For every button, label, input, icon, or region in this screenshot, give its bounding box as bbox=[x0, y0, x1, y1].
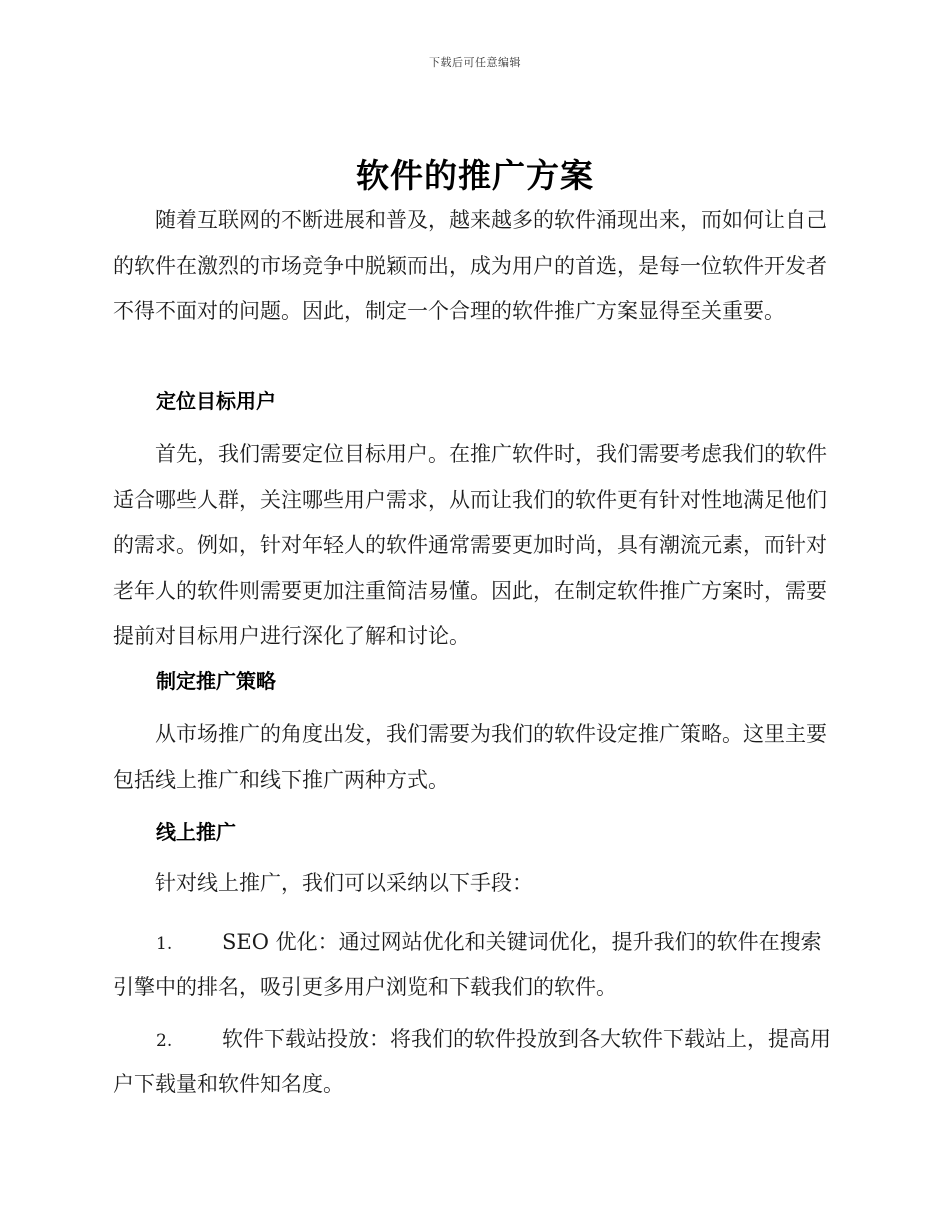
section-heading-online: 线上推广 bbox=[156, 820, 236, 844]
section-body-strategy: 从市场推广的角度出发，我们需要为我们的软件设定推广策略。这里主要包括线上推广和线下推广两种方式。 bbox=[113, 722, 827, 792]
section-body-target-users: 首先，我们需要定位目标用户。在推广软件时，我们需要考虑我们的软件适合哪些人群，关注哪些用户需求，从而让我们的软件更有针对性地满足他们的需求。例如，针对年轻人的软件通常需要更加时尚，具有潮流元素，而针对老年人的软件则需要更加注重简洁易懂。因此，在制定软件推广方案时，需要提前对目标用户进行深化了解和讨论。 bbox=[113, 442, 827, 648]
section-heading-target-users: 定位目标用户 bbox=[156, 389, 276, 413]
document-title: 软件的推广方案 bbox=[356, 156, 594, 195]
list-number: 2. bbox=[156, 1031, 173, 1051]
list-item-text: SEO 优化：通过网站优化和关键词优化，提升我们的软件在搜索引擎中的排名，吸引更多用户浏览和下载我们的软件。 bbox=[113, 930, 822, 999]
list-item-text: 软件下载站投放：将我们的软件投放到各大软件下载站上，提高用户下载量和软件知名度。 bbox=[113, 1027, 831, 1096]
intro-paragraph: 随着互联网的不断进展和普及，越来越多的软件涌现出来，而如何让自己的软件在激烈的市场竞争中脱颖而出，成为用户的首选，是每一位软件开发者不得不面对的问题。因此，制定一个合理的软件推广方案显得至关重要。 bbox=[113, 208, 827, 323]
section-body-online: 针对线上推广，我们可以采纳以下手段： bbox=[155, 871, 533, 895]
list-number: 1. bbox=[156, 934, 173, 954]
list-item bbox=[113, 921, 831, 1009]
section-heading-strategy: 制定推广策略 bbox=[156, 669, 276, 693]
header-note: 下载后可任意编辑 bbox=[429, 56, 521, 69]
list-item bbox=[113, 1018, 831, 1106]
